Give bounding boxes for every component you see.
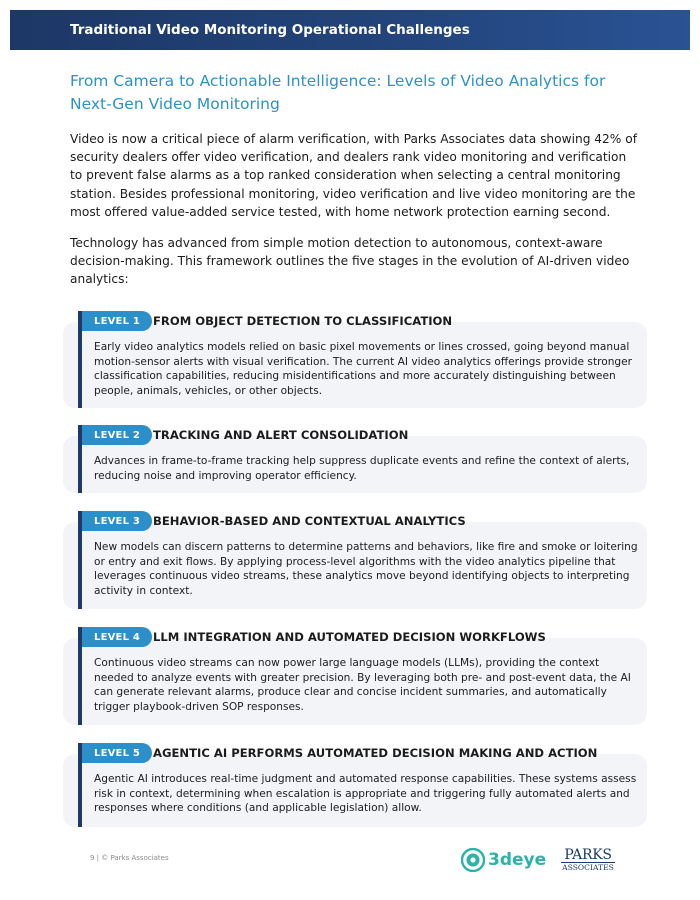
level-title: AGENTIC AI PERFORMS AUTOMATED DECISION MAKING AND ACTION [153, 746, 598, 760]
level-body: New models can discern patterns to determine patterns and behaviors, like fire and smoke or loitering or entry and exit flows. By applying process-level algorithms with the video analytics pipeline that leverages continuous video streams, these analytics move beyond identifying objects to interpreting activity in context. [94, 541, 638, 597]
3deye-logo [461, 846, 546, 874]
level-card-2 [63, 425, 647, 493]
level-badge: LEVEL 1 [82, 311, 152, 331]
intro-paragraph-2: Technology has advanced from simple motion detection to autonomous, context-aware decision-making. This framework outlines the five stages in the evolution of AI-driven video analytics: [70, 236, 630, 287]
level-badge: LEVEL 5 [82, 743, 152, 763]
level-badge: LEVEL 4 [82, 627, 152, 647]
level-body: Early video analytics models relied on basic pixel movements or lines crossed, going beyond manual motion-sensor alerts with visual verification. The current AI video analytics offerings provide stronger classification capabilities, reducing misidentifications and more accurately distinguishing between people, animals, vehicles, or other objects. [94, 341, 633, 397]
header-title: Traditional Video Monitoring Operational Challenges [70, 22, 470, 38]
level-body: Agentic AI introduces real-time judgment and automated response capabilities. These systems assess risk in context, determining when escalation is appropriate and triggering fully automated alerts and responses where conditions (and applicable legislation) allow. [94, 773, 637, 814]
level-card-4 [63, 627, 647, 725]
footer-page-number: 9 | © Parks Associates [90, 854, 169, 862]
level-body: Continuous video streams can now power large language models (LLMs), providing the context needed to analyze events with greater precision. By leveraging both pre- and post-event data, the AI can generate relevant alarms, produce clear and concise incident summaries, and automatically trigger playbook-driven SOP responses. [94, 657, 631, 713]
level-badge: LEVEL 2 [82, 425, 152, 445]
level-card-5 [63, 743, 647, 827]
level-title: LLM INTEGRATION AND AUTOMATED DECISION WORKFLOWS [153, 630, 546, 644]
level-title: FROM OBJECT DETECTION TO CLASSIFICATION [153, 314, 453, 328]
level-title: TRACKING AND ALERT CONSOLIDATION [153, 428, 409, 442]
3deye-logo-icon [461, 848, 485, 872]
parks-associates-logo [561, 848, 615, 872]
level-body: Advances in frame-to-frame tracking help suppress duplicate events and refine the context of alerts, reducing noise and improving operator efficiency. [94, 455, 630, 482]
parks-logo-line2: ASSOCIATES [562, 863, 614, 872]
level-badge: LEVEL 3 [82, 511, 152, 531]
level-title: BEHAVIOR-BASED AND CONTEXTUAL ANALYTICS [153, 514, 466, 528]
intro-paragraph-1: Video is now a critical piece of alarm verification, with Parks Associates data showing 42% of security dealers offer video verification, and dealers rank video monitoring and verification to prevent false alarms as a top ranked consideration when selecting a central monitoring station. Besides professional monitoring, video verification and live video monitoring are the most offered value-added service tested, with home network protection earning second. [70, 132, 638, 219]
page-heading: From Camera to Actionable Intelligence: Levels of Video Analytics for Next-Gen Video Monitoring [70, 72, 606, 113]
3deye-logo-text: 3deye [488, 850, 547, 870]
level-card-1 [63, 311, 647, 408]
level-card-3 [63, 511, 647, 609]
header-bar [10, 10, 690, 50]
parks-logo-line1: PARKS [564, 847, 612, 863]
